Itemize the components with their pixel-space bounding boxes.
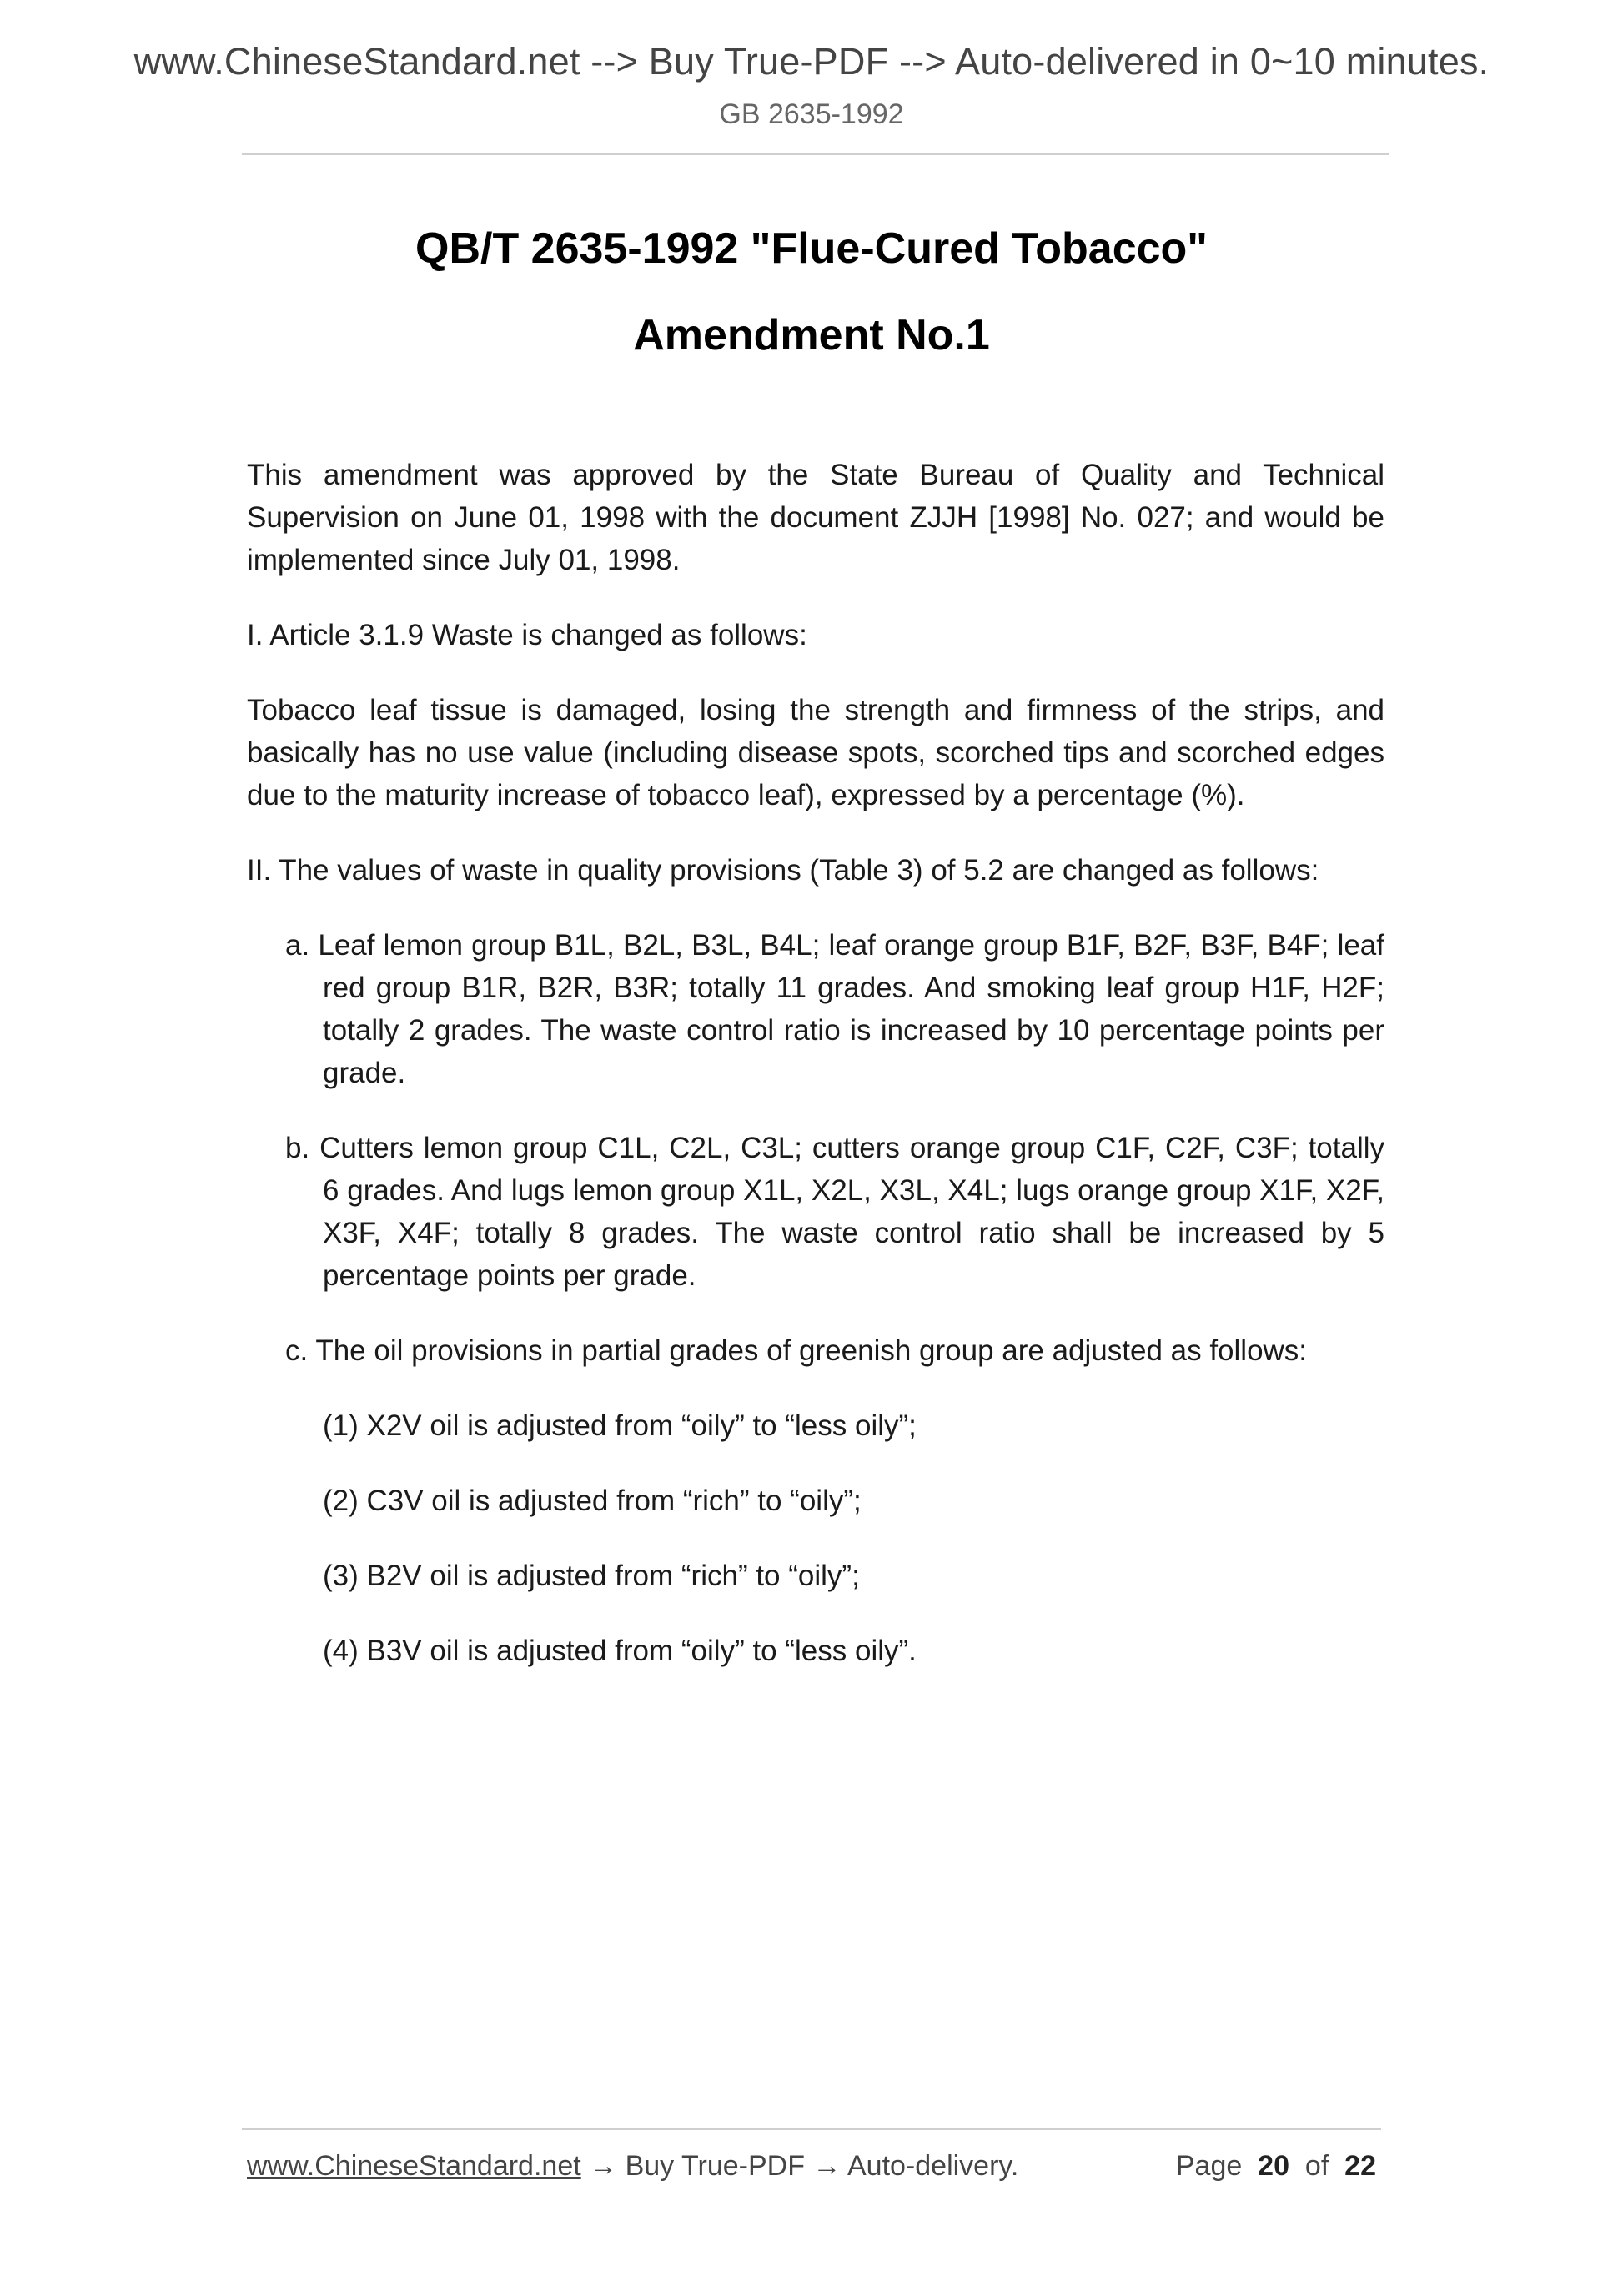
document-body: [247, 454, 1384, 1705]
footer-site-link[interactable]: www.ChineseStandard.net: [247, 2150, 581, 2182]
header-banner: www.ChineseStandard.net --> Buy True-PDF --> Auto-delivered in 0~10 minutes.: [133, 40, 1490, 83]
sub-item-4: (4) B3V oil is adjusted from “oily” to “less oily”.: [323, 1635, 917, 1667]
document-title: QB/T 2635-1992 "Flue-Cured Tobacco": [415, 224, 1208, 273]
document-code: GB 2635-1992: [719, 98, 904, 130]
section-2-heading: II. The values of waste in quality provisions (Table 3) of 5.2 are changed as follows:: [247, 854, 1319, 887]
intro-paragraph: This amendment was approved by the State Bureau of Quality and Technical Supervision on June 01, 1998 with the document ZJJH [1998] No. 027; and would be implemented since July 01, 1998.: [247, 459, 1384, 576]
footer-left: [247, 2150, 1018, 2183]
page-of: of: [1304, 2150, 1329, 2182]
page-current: 20: [1258, 2150, 1289, 2182]
section-1-text: Tobacco leaf tissue is damaged, losing the strength and firmness of the strips, and basically has no use value (including disease spots, scorched tips and scorched edges due to the maturity increase of tobacco leaf), expressed by a percentage (%).: [247, 694, 1384, 811]
list-item-c: c. The oil provisions in partial grades of greenish group are adjusted as follows:: [285, 1334, 1308, 1367]
list-item-b: b. Cutters lemon group C1L, C2L, C3L; cutters orange group C1F, C2F, C3F; totally 6 grades. And lugs lemon group X1L, X2L, X3L, X4L; lugs orange group X1F, X2F, X3F, X4F; totally 8 grades. The waste control ratio shall be increased by 5 percentage points per grade.: [285, 1132, 1384, 1292]
sub-item-3: (3) B2V oil is adjusted from “rich” to “oily”;: [323, 1560, 860, 1592]
header-divider: [242, 153, 1389, 155]
footer-tail-text: → Buy True-PDF → Auto-delivery.: [580, 2150, 1019, 2182]
list-item-a: a. Leaf lemon group B1L, B2L, B3L, B4L; leaf orange group B1F, B2F, B3F, B4F; leaf red group B1R, B2R, B3R; totally 11 grades. And smoking leaf group H1F, H2F; totally 2 grades. The waste control ratio is increased by 10 percentage points per grade.: [285, 929, 1384, 1089]
page-total: 22: [1344, 2150, 1376, 2182]
document-subtitle: Amendment No.1: [633, 311, 990, 359]
footer-divider: [242, 2128, 1381, 2130]
sub-item-2: (2) C3V oil is adjusted from “rich” to “oily”;: [323, 1485, 862, 1517]
page-indicator: [1176, 2150, 1376, 2183]
section-1-heading: I. Article 3.1.9 Waste is changed as follows:: [247, 619, 807, 651]
sub-item-1: (1) X2V oil is adjusted from “oily” to “less oily”;: [323, 1409, 917, 1442]
page-label: Page: [1175, 2150, 1243, 2182]
